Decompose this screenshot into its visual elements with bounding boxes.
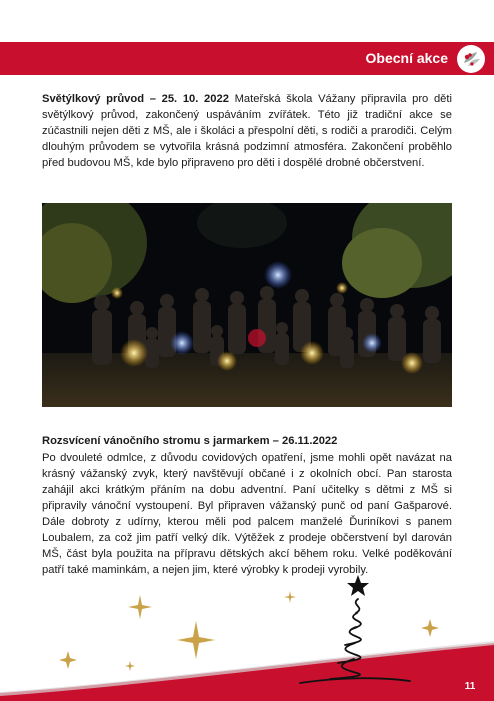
section-title: Obecní akce	[365, 50, 448, 66]
page-number: 11	[464, 681, 476, 692]
article-body: Mateřská škola Vážany připravila pro děti světýlkový průvod, zakončený uspáváním zvířátek. Této již tradiční akce se zúčastnili nejen děti z MŠ, ale i školáci a přespolní děti, s rodiči a prarodiči. Celým dlouhým průvodem se vytvořila krásná podzimní atmosféra. Zakončení proběhlo před budovou MŠ, kde bylo připraveno pro děti i dospělé drobné občerstvení.	[42, 93, 452, 169]
article-headline: Rozsvícení vánočního stromu s jarmarkem – 26.11.2022	[42, 435, 338, 447]
night-crowd-illustration	[42, 203, 452, 407]
section-header-band	[0, 42, 494, 75]
article-body: Po dvouleté odmlce, z důvodu covidových opatření, jsme mohli opět navázat na krásný vážanský zvyk, který navštěvují občané i z okolních obcí. Pan starosta zahájil akci krátkým přáním na dobu adventní. Paní učitelky s dětmi z MŠ si připravily vánoční vystoupení. Byl připraven vážanský punč od paní Gašparové. Dále dobroty z udírny, kterou měli pod palcem manželé Ďuriníkovi s panem Loubalem, za což jim patří velký dík. Výtěžek z prodeje občerstvení byl darován MŠ, část byla použita na přípravu dětských akcí během roku. Velké poděkování patří také maminkám, a nejen jim, které výrobky k prodeji vyrobily.	[42, 452, 452, 576]
article-tree-lighting	[42, 433, 452, 578]
article-lantern-parade	[42, 91, 452, 171]
christmas-decoration	[0, 565, 494, 701]
article-headline: Světýlkový průvod – 25. 10. 2022	[42, 93, 229, 105]
holly-ornament-icon	[456, 44, 486, 74]
lantern-parade-photo	[42, 203, 452, 407]
